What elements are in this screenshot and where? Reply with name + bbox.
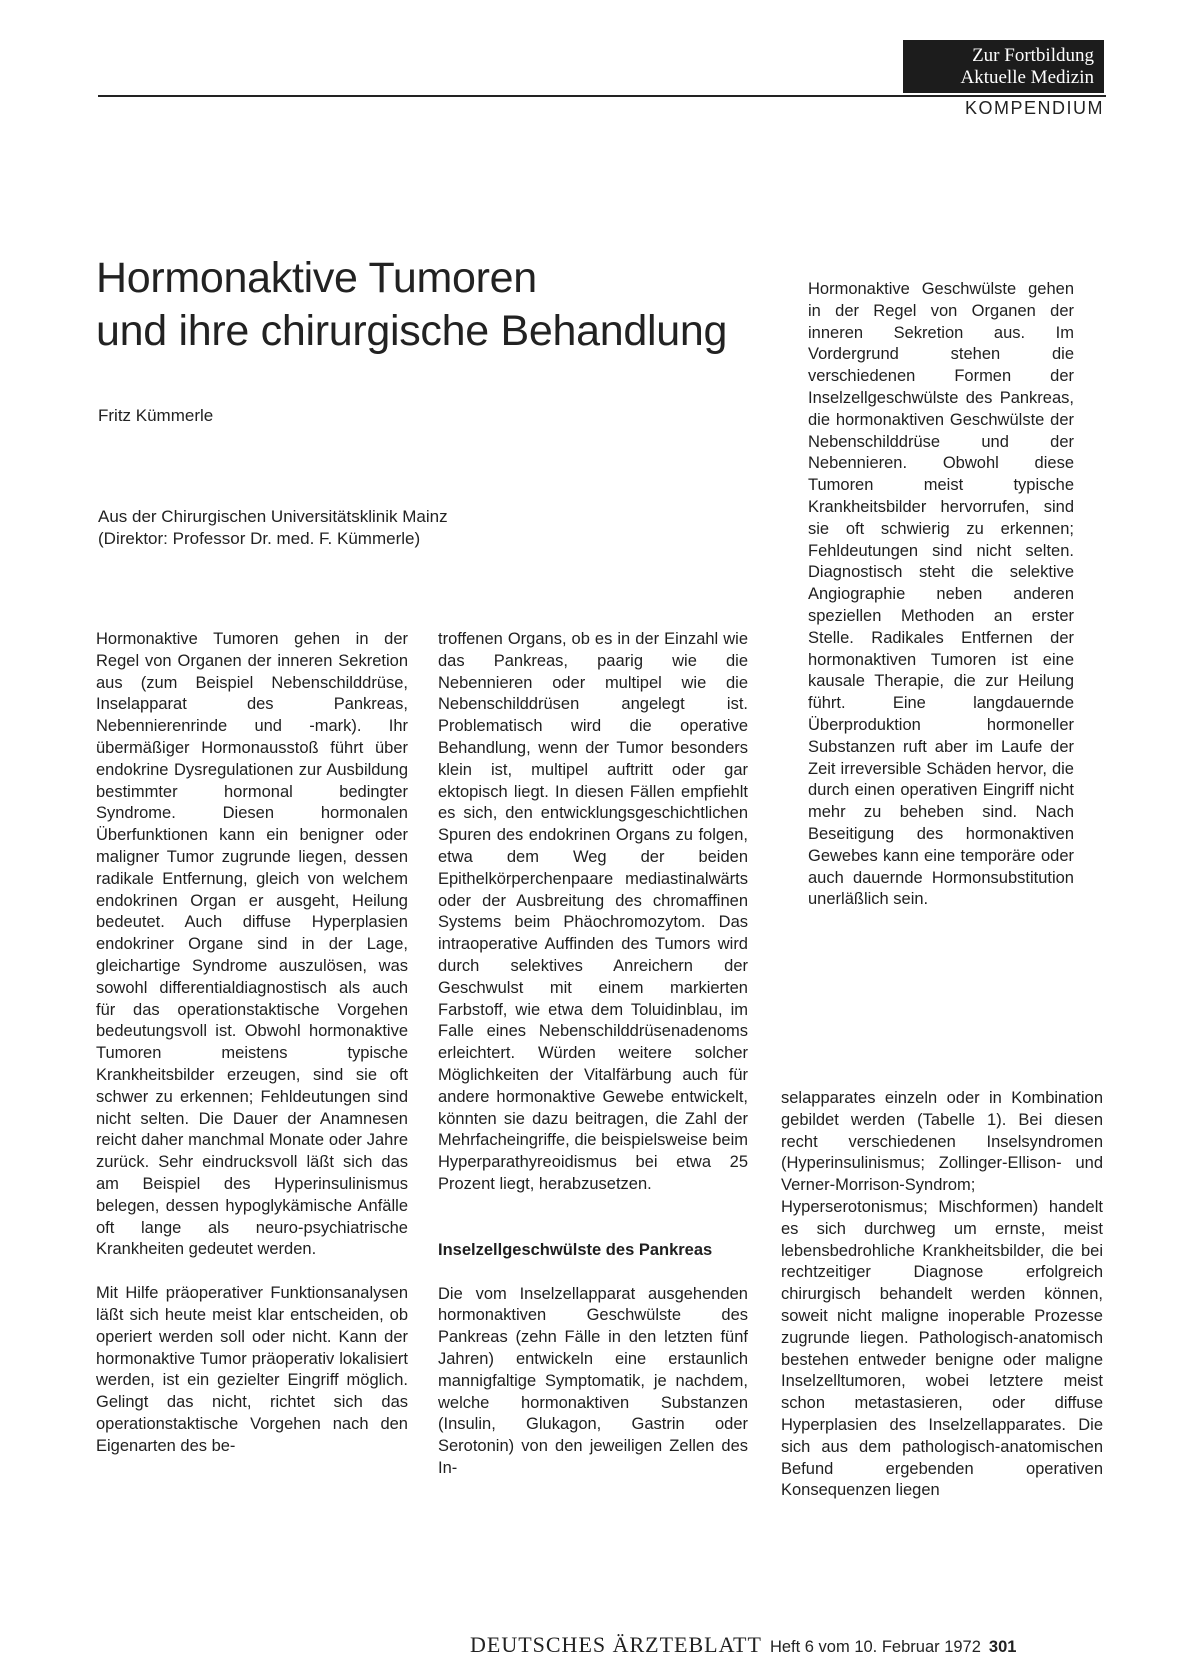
header-rule bbox=[98, 95, 1106, 97]
page-footer bbox=[470, 1632, 1106, 1658]
title-line-2: und ihre chirurgische Behandlung bbox=[96, 307, 728, 355]
paragraph: Mit Hilfe präoperativer Funktionsanalysen läßt sich heute meist klar entscheiden, ob operiert werden soll oder nicht. Kann der hormonaktive Tumor präoperativ lokalisiert werden, ist ein gezielter Eingriff möglich. Gelingt das nicht, richtet sich das operationstaktische Vorgehen nach den Eigenarten des be- bbox=[96, 1284, 408, 1455]
section-badge bbox=[903, 40, 1104, 93]
body-column-1 bbox=[96, 629, 408, 1457]
article-title bbox=[96, 252, 796, 358]
journal-name: DEUTSCHES ÄRZTEBLATT bbox=[470, 1632, 762, 1657]
paragraph: Hormonaktive Tumoren gehen in der Regel von Organen der inneren Sekretion aus (zum Beispiel Nebenschilddrüse, Inselapparat des Pankreas, Nebennierenrinde und -mark). Ihr übermäßiger Hormonausstoß führt über endokrine Dysregulationen zur Ausbildung bestimmter hormonal bedingter Syndrome. Diesen hormonalen Überfunktionen kann ein benigner oder maligner Tumor zugrunde liegen, dessen radikale Entfernung, gleich von welchem endokrinen Organ er ausgeht, Heilung bedeutet. Auch diffuse Hyperplasien endokriner Organe sind in der Lage, gleichartige Syndrome auszulösen, was sowohl differentialdiagnostisch als auch für das operationstaktische Vorgehen bedeutungsvoll ist. Obwohl hormonaktive Tumoren meistens typische Krankheitsbilder erzeugen, sind sie oft schwer zu erkennen; Fehldeutungen sind nicht selten. Die Dauer der Anamnesen reicht daher manchmal Monate oder Jahre zurück. Sehr eindrucksvoll läßt sich das am Beispiel des Hyperinsulinismus belegen, dessen hypoglykämische Anfälle oft lange als neuro-psychiatrische Krankheiten gedeutet werden. bbox=[96, 630, 408, 1259]
affiliation-line-1: Aus der Chirurgischen Universitätsklinik Mainz bbox=[98, 507, 448, 526]
affiliation-line-2: (Direktor: Professor Dr. med. F. Kümmerle) bbox=[98, 529, 421, 548]
paragraph: selapparates einzeln oder in Kombination gebildet werden (Tabelle 1). Bei diesen recht verschiedenen Inselsyndromen (Hyperinsulinismus; Zollinger-Ellison- und Verner-Morrison-Syndrom; Hyperserotonismus; Mischformen) handelt es sich durchweg um ernste, meist lebensbedrohliche Krankheitsbilder, die bei rechtzeitiger Diagnose erfolgreich chirurgisch behandelt werden können, soweit nicht maligne inoperable Prozesse zugrunde liegen. Pathologisch-anatomisch bestehen entweder benigne oder maligne Inselzelltumoren, wobei letztere meist schon metastasieren, oder diffuse Hyperplasien des Inselzellapparates. Die sich aus dem pathologisch-anatomischen Befund ergebenden operativen Konsequenzen liegen bbox=[781, 1089, 1103, 1500]
badge-line-2: Aktuelle Medizin bbox=[960, 67, 1094, 88]
page-number: 301 bbox=[988, 1638, 1017, 1656]
body-column-3 bbox=[781, 1088, 1103, 1502]
author: Fritz Kümmerle bbox=[98, 406, 214, 425]
issue-info: Heft 6 vom 10. Februar 1972 bbox=[769, 1638, 981, 1656]
section-label: KOMPENDIUM bbox=[964, 98, 1104, 118]
title-line-1: Hormonaktive Tumoren bbox=[96, 254, 537, 302]
body-column-2 bbox=[438, 629, 748, 1480]
paragraph: troffenen Organs, ob es in der Einzahl wie das Pankreas, paarig wie die Nebennieren oder multipel wie die Nebenschilddrüsen angelegt ist. Problematisch wird die operative Behandlung, wenn der Tumor besonders klein ist, multipel auftritt oder gar ektopisch liegt. In diesen Fällen empfiehlt es sich, den entwicklungsgeschichtlichen Spuren des endokrinen Organs zu folgen, etwa dem Weg der beiden Epithelkörperchenpaare mediastinalwärts oder der Ausbreitung des chromaffinen Systems beim Phäochromozytom. Das intraoperative Auffinden des Tumors wird durch selektives Anreichern der Geschwulst mit einem markierten Farbstoff, wie etwa dem Toluidinblau, im Falle eines Nebenschilddrüsenadenoms erleichtert. Würden weitere solcher Möglichkeiten der Vitalfärbung auch für andere hormonaktive Gewebe entwickelt, könnten sie dazu beitragen, die Zahl der Mehrfacheingriffe, die beispielsweise beim Hyperparathyreoidismus bei etwa 25 Prozent liegt, herabzusetzen. bbox=[438, 630, 748, 1193]
badge-line-1: Zur Fortbildung bbox=[972, 45, 1094, 66]
paragraph: Die vom Inselzellapparat ausgehenden hormonaktiven Geschwülste des Pankreas (zehn Fälle in den letzten fünf Jahren) entwickeln eine erstaunlich mannigfaltige Symptomatik, je nachdem, welche hormonaktiven Substanzen (Insulin, Glukagon, Gastrin oder Serotonin) von den jeweiligen Zellen des In- bbox=[438, 1284, 748, 1477]
affiliation bbox=[98, 506, 448, 550]
abstract: Hormonaktive Geschwülste gehen in der Regel von Organen der inneren Sekretion aus. Im Vordergrund stehen die verschiedenen Formen der Inselzellgeschwülste des Pankreas, die hormonaktiven Geschwülste der Nebenschilddrüse und der Nebennieren. Obwohl diese Tumoren meist typische Krankheitsbilder hervorrufen, sind sie oft schwierig zu erkennen; Fehldeutungen sind nicht selten. Diagnostisch steht die selektive Angiographie neben anderen speziellen Methoden an erster Stelle. Radikales Entfernen der hormonaktiven Tumoren ist eine kausale Therapie, die zur Heilung führt. Eine langdauernde Überproduktion hormoneller Substanzen ruft aber im Laufe der Zeit irreversible Schäden hervor, die durch einen operativen Eingriff nicht mehr zu beheben sind. Nach Beseitigung des hormonaktiven Gewebes kann eine temporäre oder auch dauernde Hormonsubstitution unerläßlich sein. bbox=[808, 280, 1074, 909]
section-heading: Inselzellgeschwülste des Pankreas bbox=[438, 1240, 713, 1259]
